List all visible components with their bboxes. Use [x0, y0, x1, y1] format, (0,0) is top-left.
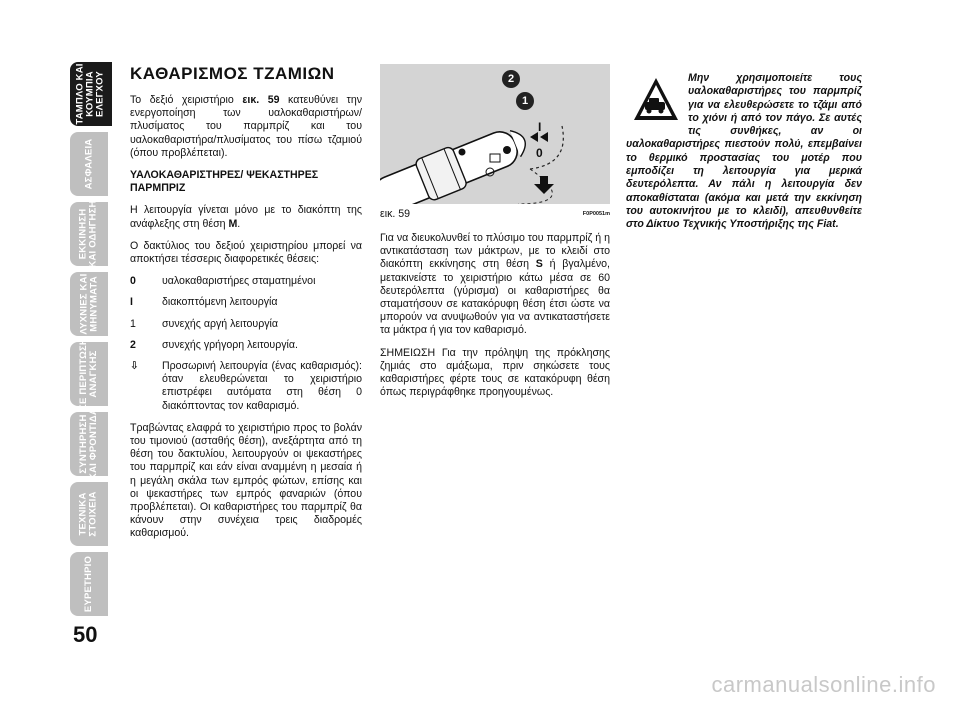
wiper-stalk-illustration: [380, 64, 610, 204]
text: Το δεξιό χειριστήριο: [130, 94, 243, 106]
callout-2: 2: [502, 70, 520, 88]
page-title: ΚΑΘΑΡΙΣΜΟΣ ΤΖΑΜΙΩΝ: [130, 64, 335, 83]
list-item: [130, 275, 362, 288]
tab-maintenance[interactable]: [70, 408, 108, 480]
position-text: υαλοκαθαριστήρες σταματημένοι: [162, 275, 316, 288]
section-tabs: [70, 62, 108, 614]
watermark: carmanualsonline.info: [711, 672, 936, 697]
position-text: διακοπτόμενη λειτουργία: [162, 296, 278, 309]
paragraph: Ο δακτύλιος του δεξιού χειριστηρίου μπορεί να αποκτήσει τέσσερις διαφορετικές θέσεις:: [130, 239, 362, 266]
section-heading: ΥΑΛΟΚΑΘΑΡΙΣΤΗΡΕΣ/ ΨΕΚΑΣΤΗΡΕΣ ΠΑΡΜΠΡΙΖ: [130, 169, 319, 195]
text: Για να διευκολυνθεί το πλύσιμο του παρμπρίζ ή η αντικατάσταση των μάκτρων, με το κλειδί στο διακόπτη εκκίνησης στη θέση: [380, 232, 610, 271]
warning-icon: [632, 76, 680, 124]
tab-label: ΣΥΝΤΗΡΗΣΗ ΚΑΙ ΦΡΟΝΤΙΔΑ: [78, 408, 100, 480]
figure-caption: εικ. 59: [380, 208, 411, 220]
positions-list: [130, 275, 362, 413]
tab-label: ΕΚΚΙΝΗΣΗ ΚΑΙ ΟΔΗΓΗΣΗ: [78, 200, 99, 268]
tab-label: ΤΑΜΠΛΟ ΚΑΙ ΚΟΥΜΠΙΑ ΕΛΕΓΧΟΥ: [75, 63, 106, 125]
position-text: Προσωρινή λειτουργία (ένας καθαρισμός): όταν ελευθερώνεται το χειριστήριο επιστρέφει αυτόματα στη θέση 0 διακόπτοντας τον καθαρισμό.: [162, 360, 362, 412]
position-key: 0: [130, 275, 136, 288]
key-position: S: [535, 258, 543, 271]
figure-caption-row: [380, 208, 610, 220]
position-key: I: [130, 296, 133, 309]
list-item: [130, 360, 362, 413]
tab-label: ΣΕ ΠΕΡΙΠΤΩΣΗ ΑΝΑΓΚΗΣ: [78, 338, 100, 410]
callout-1: 1: [516, 92, 534, 110]
paragraph: [380, 232, 610, 338]
text: ή βγαλμένο, μετακινείστε το χειριστήριο κάτω μέσα σε 60 δευτερόλεπτα (γύρισμα) οι καθαριστήρες θα σταματήσουν σε κατακόρυφη θέση έτσι ώστε να μπορούν να ανυψωθούν για να αντικαταστήσετε τα μάκτρα ή για τον καθαρισμό.: [380, 258, 610, 337]
tab-label: ΑΣΦΑΛΕΙΑ: [83, 138, 94, 190]
intro-paragraph: [130, 94, 362, 160]
tab-warning-lights[interactable]: [70, 272, 108, 336]
paragraph: Τραβώντας ελαφρά το χειριστήριο προς το βολάν του τιμονιού (ασταθής θέση), ανεξάρτητα από τη θέση του δακτυλίου, λειτουργούν οι ψεκαστήρες του παρμπρίζ και εάν είναι αναμμένη η μεσαία ή η μεγάλη σκάλα των εμπρός φώτων, επίσης και οι ψεκαστήρες των εμπρός φαναριών (όπου προβλέπεται). Οι καθαριστήρες του παρμπρίζ θα κάνουν στην συνέχεια τρεις διαδρομές καθαρισμού.: [130, 421, 362, 540]
label-intermittent: I: [538, 120, 542, 134]
tab-safety[interactable]: [70, 132, 108, 196]
tab-label: ΕΥΡΕΤΗΡΙΟ: [83, 555, 94, 613]
middle-column: [380, 232, 610, 408]
page-number: 50: [73, 622, 98, 647]
key-position: M: [228, 217, 238, 230]
text: κατευθύνει την ενεργοποίηση των υαλοκαθαριστήρων/πλυσίματος του παρμπρίζ και του υαλοκαθαριστήρα/πλυσίματος του πίσω τζαμιού (όπου προβλέπεται).: [130, 94, 363, 159]
label-off: 0: [536, 146, 543, 160]
list-item: [130, 296, 362, 309]
main-column: [130, 64, 362, 550]
warning-text: Μην χρησιμοποιείτε τους υαλοκαθαριστήρες του παρμπρίζ για να ελευθερώσετε το τζάμι από το χιόνι ή από τον πάγο. Σε αυτές τις συνθήκες, αν οι υαλοκαθαριστήρες πιεστούν πολύ, επεμβαίνει το θερμικό προστασίας του μοτέρ που εμποδίζει τη λειτουργία για μερικά δευτερόλεπτα. Αν πάλι η λειτουργία δεν αποκαθίσταται (ακόμα και μετά την εκκίνηση του αυτοκινήτου με το κλειδί), απευθυνθείτε στο Δίκτυο Τεχνικής Υποστήριξης της Fiat.: [626, 72, 862, 231]
position-key: 2: [130, 338, 136, 351]
tab-technical-data[interactable]: [70, 482, 108, 546]
position-key: 1: [130, 317, 136, 330]
position-text: συνεχής αργή λειτουργία: [162, 317, 279, 330]
text: .: [237, 217, 241, 230]
tab-starting-driving[interactable]: [70, 202, 108, 266]
tab-emergency[interactable]: [70, 338, 108, 410]
note-paragraph: ΣΗΜΕΙΩΣΗ Για την πρόληψη της πρόκλησης ζημιάς στο αμάξωμα, πριν σηκώσετε τους καθαριστήρες φέρτε τους σε κατακόρυφη θέση όπως περιγράφθηκε προηγουμένως.: [380, 346, 610, 399]
figure-reference: εικ. 59: [242, 94, 280, 106]
position-text: συνεχής γρήγορη λειτουργία.: [162, 338, 298, 351]
list-item: [130, 339, 362, 352]
warning-box: [626, 72, 862, 232]
paragraph: [130, 204, 362, 230]
list-item: [130, 318, 362, 331]
tab-dashboard[interactable]: [70, 62, 112, 126]
tab-index[interactable]: [70, 552, 108, 616]
text: Η λειτουργία γίνεται μόνο με το διακόπτη της ανάφλεξης στη θέση: [130, 204, 362, 230]
figure-wiper-stalk: [380, 64, 610, 204]
tab-label: ΤΕΧΝΙΚΑ ΣΤΟΙΧΕΙΑ: [78, 491, 100, 537]
down-arrow-icon: ⇩: [130, 360, 139, 373]
figure-code: F0P0051m: [582, 211, 610, 217]
tab-label: ΛΥΧΝΙΕΣ ΚΑΙ ΜΗΝΥΜΑΤΑ: [78, 273, 100, 335]
